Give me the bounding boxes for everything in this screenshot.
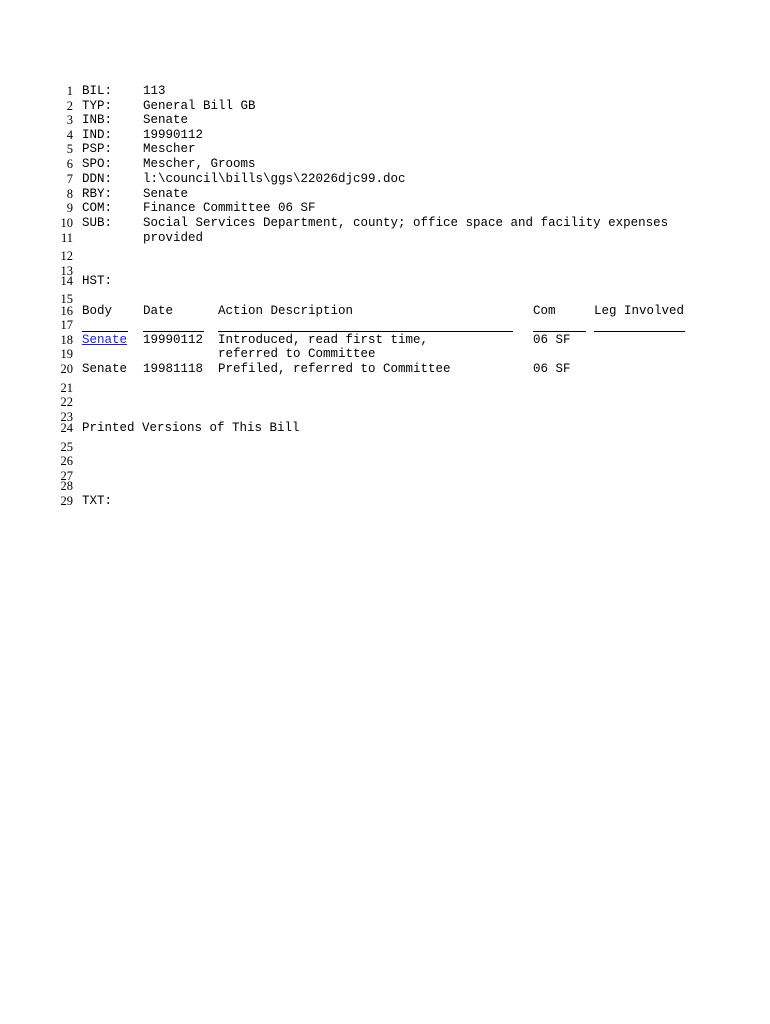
- rule-com: [533, 331, 586, 332]
- field-key: IND:: [82, 128, 113, 142]
- field-row-spo: [0, 157, 770, 172]
- line-number: 25: [60, 440, 73, 454]
- history-label-row: [0, 274, 770, 289]
- line-number: 27: [60, 469, 73, 483]
- line-number: 4: [66, 128, 73, 142]
- history-body: Senate: [82, 362, 128, 376]
- field-value: Mescher: [143, 142, 196, 156]
- line-number: 8: [66, 187, 73, 201]
- column-header-date: Date: [143, 304, 174, 318]
- column-header-leg-involved: Leg Involved: [594, 304, 685, 318]
- blank-line: [0, 249, 770, 264]
- field-key: RBY:: [82, 187, 113, 201]
- field-row-inb: [0, 113, 770, 128]
- line-number: 26: [60, 454, 73, 468]
- history-action: Introduced, read first time,: [218, 333, 429, 347]
- column-header-body: Body: [82, 304, 113, 318]
- line-number: 16: [60, 304, 73, 318]
- line-number: 21: [60, 381, 73, 395]
- blank-line: [0, 440, 770, 455]
- history-header-row: [0, 304, 770, 319]
- column-header-action: Action Description: [218, 304, 354, 318]
- line-number: 6: [66, 157, 73, 171]
- line-number: 3: [66, 113, 73, 127]
- field-value: General Bill GB: [143, 99, 256, 113]
- field-value: Finance Committee 06 SF: [143, 201, 316, 215]
- field-row-bil: [0, 84, 770, 99]
- history-com: 06 SF: [533, 362, 571, 376]
- field-key: DDN:: [82, 172, 113, 186]
- field-value: 19990112: [143, 128, 204, 142]
- line-number: 10: [60, 216, 73, 230]
- line-number: 11: [60, 231, 73, 245]
- field-value: l:\council\bills\ggs\22026djc99.doc: [143, 172, 406, 186]
- line-number: 28: [60, 479, 73, 493]
- line-number: 14: [60, 274, 73, 288]
- field-row-com: [0, 201, 770, 216]
- field-row-ddn: [0, 172, 770, 187]
- text-label: TXT:: [82, 494, 113, 508]
- history-row-continued: [0, 347, 770, 362]
- line-number: 29: [60, 494, 73, 508]
- field-row-sub: [0, 216, 770, 231]
- line-number: 17: [60, 318, 73, 332]
- field-key: TYP:: [82, 99, 113, 113]
- history-header-rules: [0, 318, 770, 333]
- blank-line: [0, 479, 770, 494]
- field-value: Senate: [143, 113, 189, 127]
- line-number: 13: [60, 264, 73, 278]
- history-action: Prefiled, referred to Committee: [218, 362, 451, 376]
- printed-versions-row: [0, 421, 770, 436]
- line-number: 2: [66, 99, 73, 113]
- rule-body: [82, 331, 128, 332]
- body-link-senate[interactable]: Senate: [82, 333, 128, 347]
- column-header-com: Com: [533, 304, 556, 318]
- field-row-typ: [0, 99, 770, 114]
- field-row-sub-continued: [0, 231, 770, 246]
- line-number: 19: [60, 347, 73, 361]
- field-key: PSP:: [82, 142, 113, 156]
- history-com: 06 SF: [533, 333, 571, 347]
- line-number: 22: [60, 395, 73, 409]
- line-number: 18: [60, 333, 73, 347]
- blank-line: [0, 395, 770, 410]
- rule-action: [218, 331, 513, 332]
- history-date: 19981118: [143, 362, 204, 376]
- line-number: 20: [60, 362, 73, 376]
- history-row: [0, 333, 770, 348]
- text-label-row: [0, 494, 770, 509]
- rule-leg: [594, 331, 685, 332]
- field-row-rby: [0, 187, 770, 202]
- field-value-continued: provided: [143, 231, 204, 245]
- line-number: 12: [60, 249, 73, 263]
- field-key: SPO:: [82, 157, 113, 171]
- field-key: BIL:: [82, 84, 113, 98]
- line-number: 1: [66, 84, 73, 98]
- blank-line: [0, 454, 770, 469]
- line-number: 15: [60, 292, 73, 306]
- line-number: 24: [60, 421, 73, 435]
- line-number: 23: [60, 410, 73, 424]
- history-row: [0, 362, 770, 377]
- printed-versions-heading: Printed Versions of This Bill: [82, 421, 300, 435]
- field-value: Mescher, Grooms: [143, 157, 256, 171]
- field-row-ind: [0, 128, 770, 143]
- line-number: 5: [66, 142, 73, 156]
- field-value: 113: [143, 84, 166, 98]
- line-number: 7: [66, 172, 73, 186]
- rule-date: [143, 331, 204, 332]
- history-date: 19990112: [143, 333, 204, 347]
- field-value: Senate: [143, 187, 189, 201]
- field-row-psp: [0, 142, 770, 157]
- history-action-continued: referred to Committee: [218, 347, 376, 361]
- field-key: COM:: [82, 201, 113, 215]
- history-label: HST:: [82, 274, 113, 288]
- field-key: SUB:: [82, 216, 113, 230]
- field-value: Social Services Department, county; office space and facility expenses: [143, 216, 669, 230]
- line-number: 9: [66, 201, 73, 215]
- blank-line: [0, 381, 770, 396]
- field-key: INB:: [82, 113, 113, 127]
